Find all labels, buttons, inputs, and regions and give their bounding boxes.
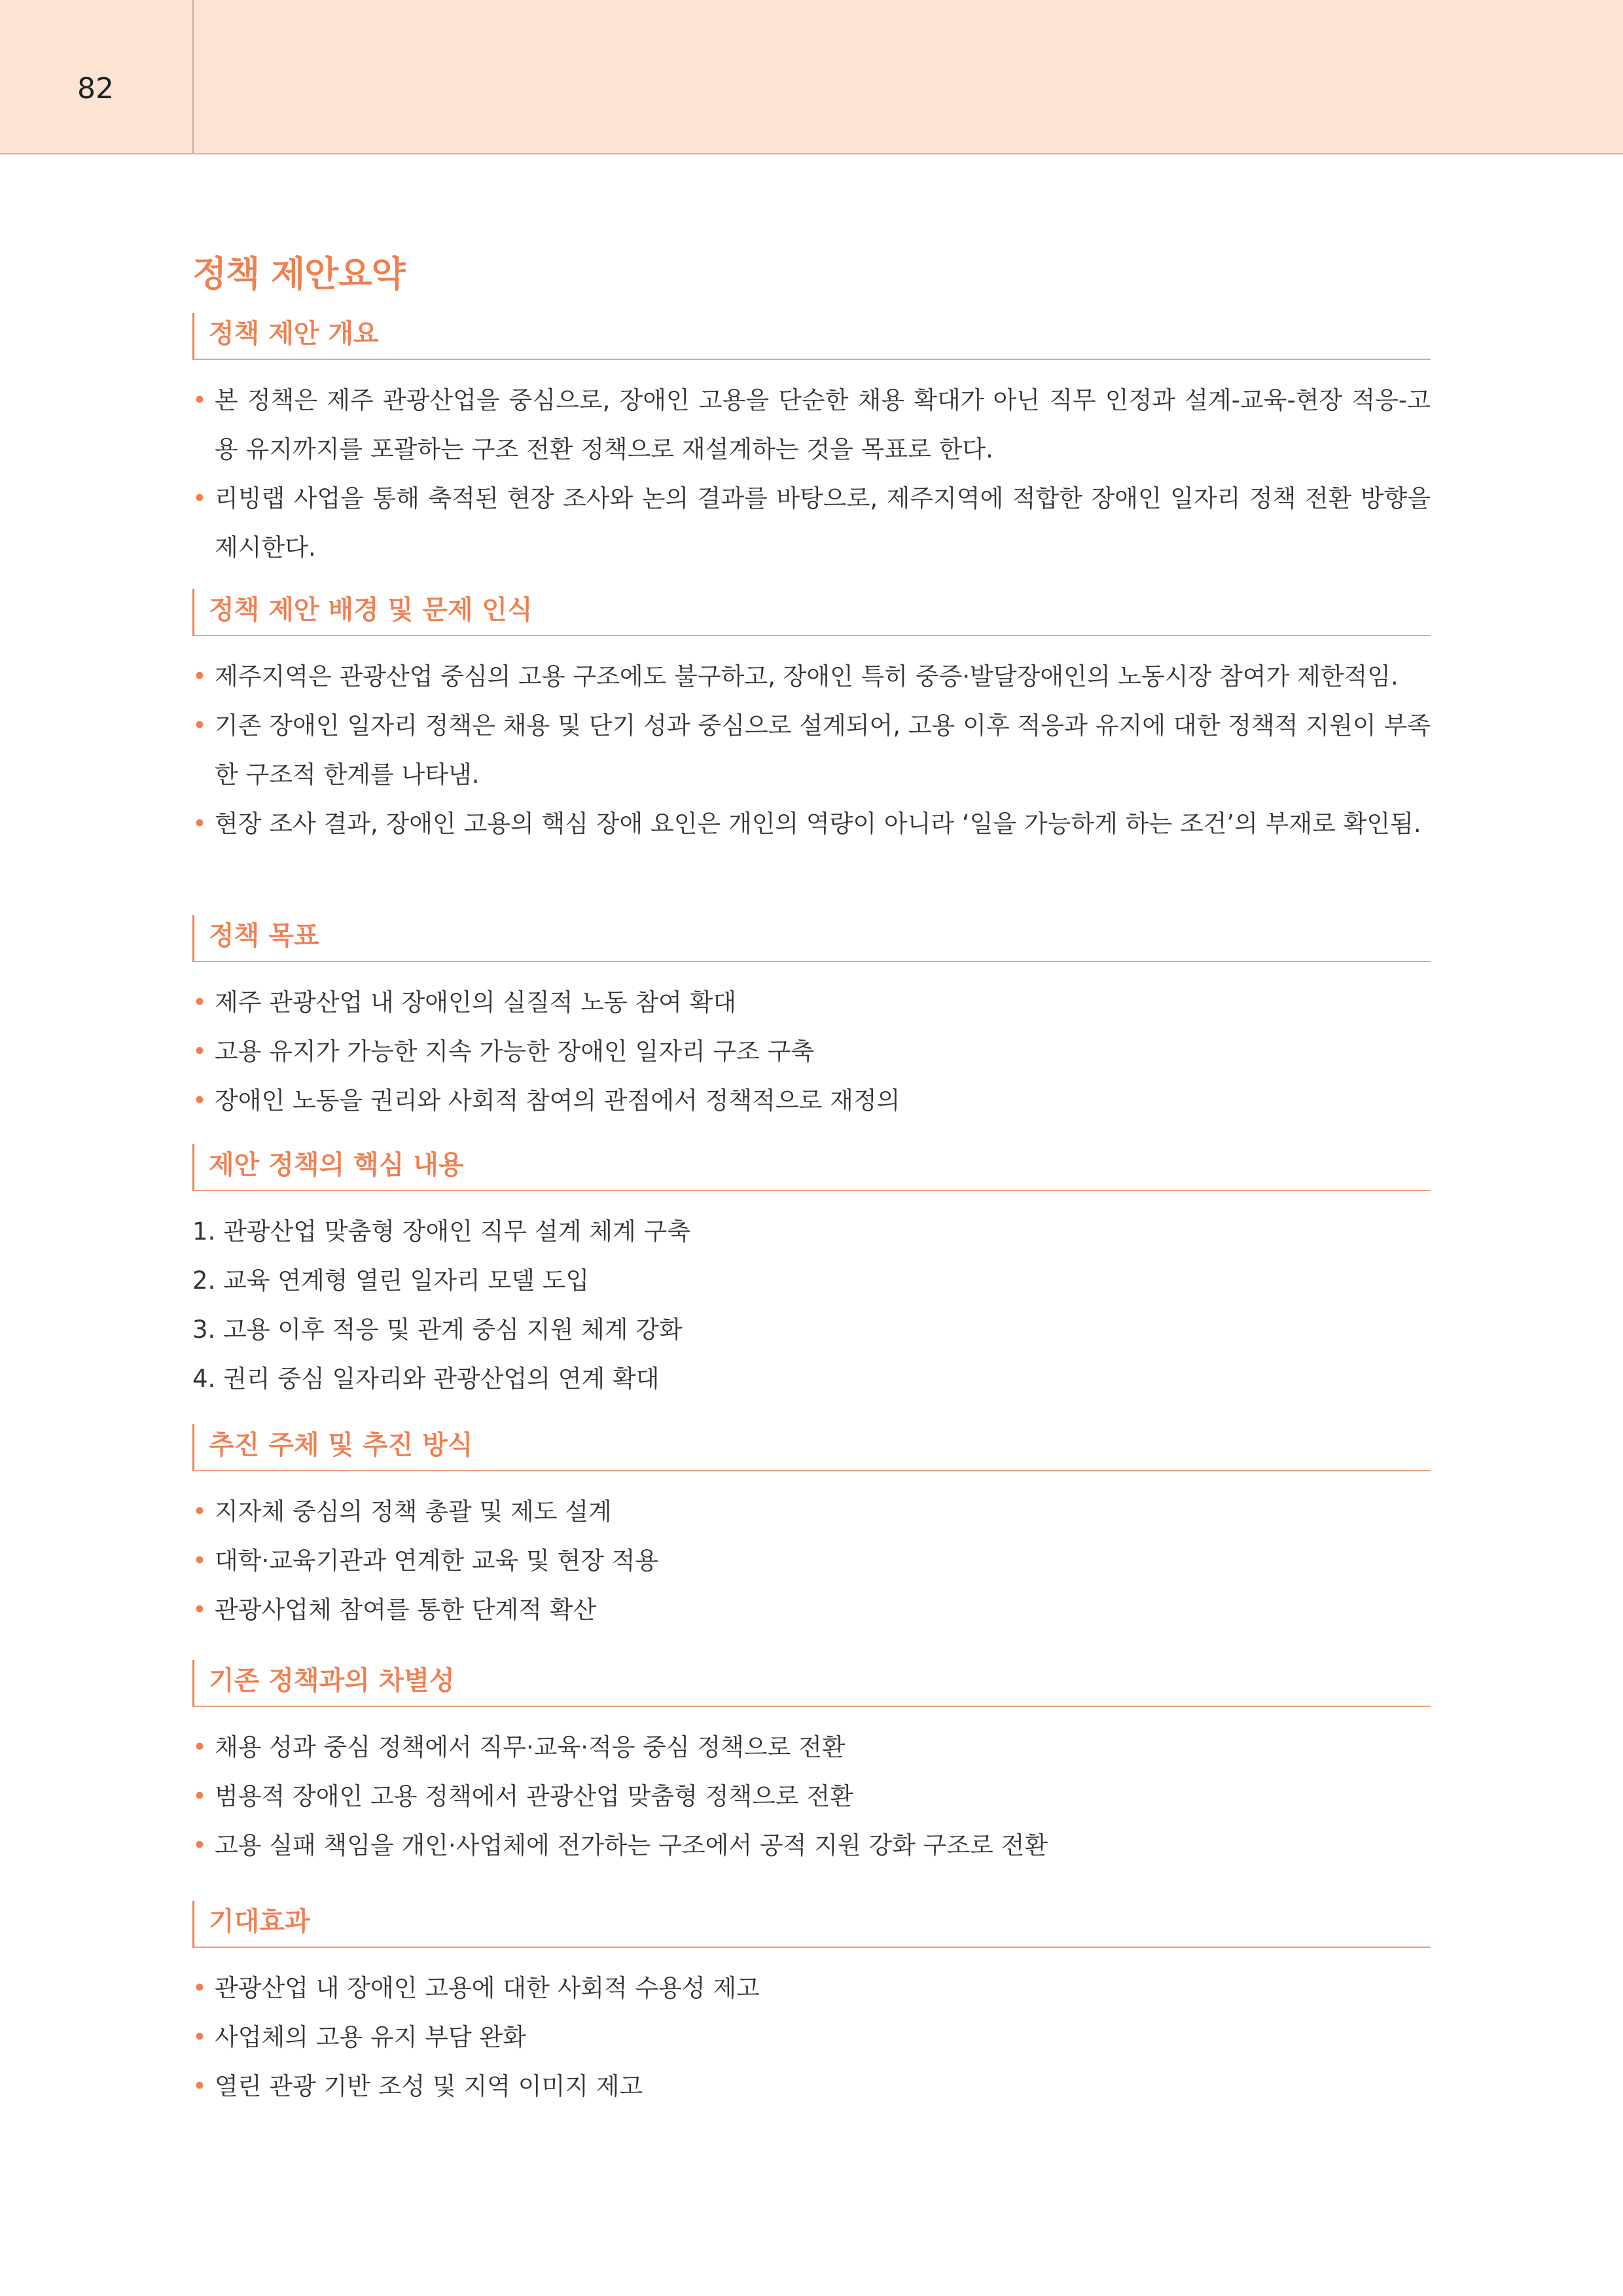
list-item xyxy=(192,474,1431,572)
section-core-content xyxy=(192,1144,1431,1403)
list-item-text: 열린 관광 기반 조성 및 지역 이미지 제고 xyxy=(215,2072,643,2100)
list-item xyxy=(192,1723,1431,1772)
bullet-icon: • xyxy=(192,988,207,1016)
section-heading-bar xyxy=(192,1901,1431,1948)
numbered-item: 2. 교육 연계형 열린 일자리 모델 도입 xyxy=(192,1266,590,1295)
list-item-text: 관광산업 내 장애인 고용에 대한 사회적 수용성 제고 xyxy=(215,1974,760,2002)
bullet-icon: • xyxy=(192,484,207,512)
section-heading-bar xyxy=(192,313,1431,360)
list-item-text: 제주 관광산업 내 장애인의 실질적 노동 참여 확대 xyxy=(215,988,737,1016)
bullet-list xyxy=(192,1964,1431,2111)
list-item xyxy=(192,376,1431,474)
section-implementation xyxy=(192,1424,1431,1634)
section-heading-bar xyxy=(192,1144,1431,1191)
page-header-band xyxy=(0,0,1623,154)
list-item-text: 현장 조사 결과, 장애인 고용의 핵심 장애 요인은 개인의 역량이 아니라 ‘일을 가능하게 하는 조건’의 부재로 확인됨. xyxy=(215,810,1421,838)
bullet-icon: • xyxy=(192,2072,207,2100)
bullet-icon: • xyxy=(192,1596,207,1624)
section-title: 기대효과 xyxy=(209,1907,310,1937)
section-title: 정책 목표 xyxy=(209,921,319,951)
document-title: 정책 제안요약 xyxy=(192,253,405,295)
bullet-icon: • xyxy=(192,1498,207,1526)
section-goals xyxy=(192,915,1431,1125)
bullet-icon: • xyxy=(192,662,207,691)
list-item xyxy=(192,1536,1431,1585)
bullet-list xyxy=(192,1487,1431,1634)
list-item-text: 범용적 장애인 고용 정책에서 관광산업 맞춤형 정책으로 전환 xyxy=(215,1782,853,1810)
list-item xyxy=(192,1821,1431,1870)
bullet-icon: • xyxy=(192,1547,207,1575)
numbered-item: 3. 고용 이후 적응 및 관계 중심 지원 체계 강화 xyxy=(192,1316,683,1344)
section-expected-effects xyxy=(192,1901,1431,2111)
section-heading-bar xyxy=(192,1424,1431,1471)
bullet-list xyxy=(192,1723,1431,1870)
list-item xyxy=(192,2013,1431,2062)
section-title: 기존 정책과의 차별성 xyxy=(209,1666,455,1696)
list-item-text: 관광사업체 참여를 통한 단계적 확산 xyxy=(215,1596,597,1624)
list-item-text: 장애인 노동을 권리와 사회적 참여의 관점에서 정책적으로 재정의 xyxy=(215,1086,901,1115)
numbered-item: 1. 관광산업 맞춤형 장애인 직무 설계 체계 구축 xyxy=(192,1217,690,1246)
list-item-text: 대학·교육기관과 연계한 교육 및 현장 적용 xyxy=(215,1547,659,1575)
numbered-item: 4. 권리 중심 일자리와 관광산업의 연계 확대 xyxy=(192,1365,660,1393)
list-item xyxy=(192,701,1431,799)
list-item-text: 본 정책은 제주 관광산업을 중심으로, 장애인 고용을 단순한 채용 확대가 아닌 직무 인정과 설계-교육-현장 적응-고용 유지까지를 포괄하는 구조 전환 정책으로 재설계하는 것을 목표로 한다. xyxy=(215,386,1431,463)
list-item-text: 사업체의 고용 유지 부담 완화 xyxy=(215,2023,526,2051)
bullet-icon: • xyxy=(192,1831,207,1859)
list-item xyxy=(192,1772,1431,1821)
page-number: 82 xyxy=(77,72,114,105)
section-heading-bar xyxy=(192,915,1431,962)
list-item xyxy=(192,1076,1431,1125)
list-item-text: 기존 장애인 일자리 정책은 채용 및 단기 성과 중심으로 설계되어, 고용 이후 적응과 유지에 대한 정책적 지원이 부족한 구조적 한계를 나타냄. xyxy=(215,711,1431,789)
bullet-icon: • xyxy=(192,1782,207,1810)
list-item xyxy=(192,1487,1431,1536)
bullet-icon: • xyxy=(192,2023,207,2051)
bullet-list xyxy=(192,978,1431,1125)
list-item xyxy=(192,978,1431,1027)
list-item xyxy=(192,1964,1431,2013)
list-item xyxy=(192,1027,1431,1076)
bullet-list xyxy=(192,376,1431,572)
header-divider xyxy=(192,0,194,153)
list-item xyxy=(192,1585,1431,1634)
bullet-list xyxy=(192,652,1431,848)
list-item xyxy=(192,652,1431,701)
section-heading-bar xyxy=(192,589,1431,636)
section-heading-bar xyxy=(192,1660,1431,1707)
bullet-icon: • xyxy=(192,1086,207,1115)
list-item-text: 지자체 중심의 정책 총괄 및 제도 설계 xyxy=(215,1498,612,1526)
section-title: 정책 제안 배경 및 문제 인식 xyxy=(209,595,533,625)
section-title: 추진 주체 및 추진 방식 xyxy=(209,1430,473,1460)
section-background xyxy=(192,589,1431,848)
bullet-icon: • xyxy=(192,1733,207,1761)
list-item-text: 채용 성과 중심 정책에서 직무·교육·적응 중심 정책으로 전환 xyxy=(215,1733,846,1761)
bullet-icon: • xyxy=(192,810,207,838)
list-item xyxy=(192,2062,1431,2111)
bullet-icon: • xyxy=(192,386,207,414)
bullet-icon: • xyxy=(192,1037,207,1066)
list-item xyxy=(192,799,1431,848)
bullet-icon: • xyxy=(192,711,207,740)
bullet-icon: • xyxy=(192,1974,207,2002)
list-item-text: 제주지역은 관광산업 중심의 고용 구조에도 불구하고, 장애인 특히 중증·발달장애인의 노동시장 참여가 제한적임. xyxy=(215,662,1399,691)
list-item-text: 고용 유지가 가능한 지속 가능한 장애인 일자리 구조 구축 xyxy=(215,1037,815,1066)
section-overview xyxy=(192,313,1431,572)
numbered-list xyxy=(192,1207,1431,1403)
list-item-text: 고용 실패 책임을 개인·사업체에 전가하는 구조에서 공적 지원 강화 구조로 전환 xyxy=(215,1831,1048,1859)
section-differentiation xyxy=(192,1660,1431,1870)
section-title: 정책 제안 개요 xyxy=(209,319,379,349)
list-item-text: 리빙랩 사업을 통해 축적된 현장 조사와 논의 결과를 바탕으로, 제주지역에 적합한 장애인 일자리 정책 전환 방향을 제시한다. xyxy=(215,484,1431,562)
section-title: 제안 정책의 핵심 내용 xyxy=(209,1150,464,1180)
